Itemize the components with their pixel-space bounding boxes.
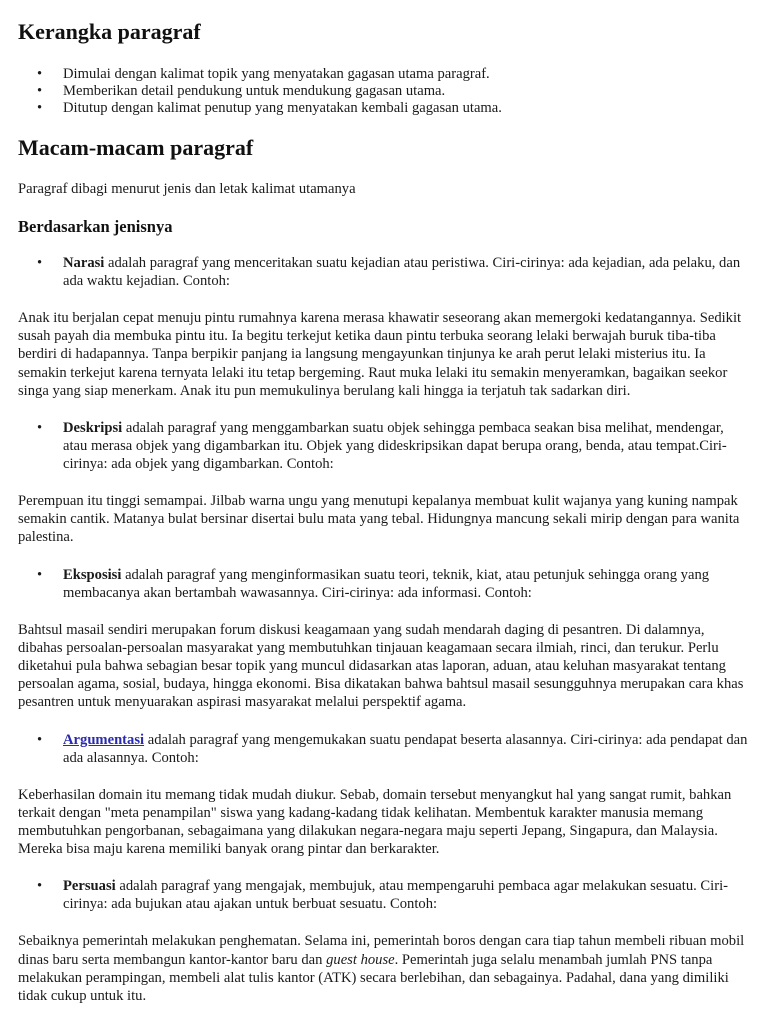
example-narasi: Anak itu berjalan cepat menuju pintu rumahnya karena merasa khawatir seseorang akan memergoki kedatangannya. Sedikit susah payah dia membuka pintu itu. Ia begitu terkejut ketika daun pintu terbuka seorang lelaki berwajah buruk tiba-tiba berdiri di hadapannya. Tanpa berpikir panjang ia langsung mengayunkan tinjunya ke arah perut lelaki misterius itu. Ia semakin terkejut karena ternyata lelaki itu tetap bergeming. Raut muka lelaki itu semakin menyeramkan, bagaikan seekor singa yang siap menerkam. Anak itu pun memukulinya berulang kali hingga ia terjatuh tak sadarkan diri.: [18, 310, 742, 399]
example-eksposisi: Bahtsul masail sendiri merupakan forum diskusi keagamaan yang sudah mendarah daging di pesantren. Di dalamnya, dibahas persoalan-persoalan masyarakat yang membutuhkan tinjauan keagamaan secara ilmiah, rinci, dan terukur. Perlu diketahui pula bahwa sebagian besar topik yang muncul didasarkan atas laporan, aduan, atau keluhan masyarakat tentang persoalan agama, sosial, budaya, hingga ekonomi. Bisa dikatakan bahwa bahtsul masail sesungguhnya merupakan cara khas pesantren untuk menyuarakan aspirasi masyarakat melalui perspektif agama.: [18, 621, 744, 711]
bullet-icon: •: [37, 731, 43, 748]
example-persuasi-text-2: . Pemerintah juga selalu menambah jumlah PNS tanpa melakukan perampingan, membeli alat tulis kantor (ATK) secara berlebihan, dan sebagainya. Padahal, dana yang dimiliki tidak cukup untuk itu.: [18, 951, 729, 1005]
type-list-persuasi: [18, 877, 750, 913]
example-deskripsi: Perempuan itu tinggi semampai. Jilbab warna ungu yang menutupi kepalanya membuat kulit wajanya yang kuning nampak semakin cantik. Matanya bulat bersinar disertai bulu mata yang tebal. Hidungnya mancung sekali mirip dengan para wanita palestina.: [18, 493, 740, 546]
example-persuasi-text-1: Sebaiknya pemerintah melakukan penghematan. Selama ini, pemerintah boros dengan cara tiap tahun membeli ribuan mobil dinas baru serta membangun kantor-kantor baru dan: [18, 933, 745, 968]
heading-macam-macam-paragraf: Macam-macam paragraf: [18, 135, 254, 160]
definition-argumentasi: adalah paragraf yang mengemukakan suatu pendapat beserta alasannya. Ciri-cirinya: ada pendapat dan ada alasannya. Contoh:: [63, 731, 748, 766]
term-persuasi: Persuasi: [63, 878, 116, 895]
type-item-persuasi: [37, 877, 750, 913]
type-item-argumentasi: [37, 731, 750, 767]
type-list-eksposisi: [18, 566, 750, 602]
example-persuasi: [18, 932, 750, 1005]
term-link-argumentasi[interactable]: Argumentasi: [63, 731, 145, 748]
bullet-icon: •: [37, 255, 43, 271]
type-list-narasi: [18, 254, 750, 290]
list-item: [37, 66, 750, 83]
definition-eksposisi: adalah paragraf yang menginformasikan suatu teori, teknik, kiat, atau petunjuk sehingga orang yang membacanya akan bertambah wawasannya. Ciri-cirinya: ada informasi. Contoh:: [63, 566, 710, 601]
list-item-text: Ditutup dengan kalimat penutup yang menyatakan kembali gagasan utama.: [63, 100, 502, 116]
term-narasi: Narasi: [63, 255, 105, 271]
heading-berdasarkan-jenisnya: Berdasarkan jenisnya: [18, 217, 173, 236]
type-item-eksposisi: [37, 566, 750, 602]
definition-deskripsi: adalah paragraf yang menggambarkan suatu objek sehingga pembaca seakan bisa melihat, mendengar, atau merasa objek yang digambarkan itu. Objek yang dideskripsikan dapat berupa orang, benda, atau tempat.Ciri-cirinya: ada objek yang digambarkan. Contoh:: [63, 420, 727, 473]
type-list-deskripsi: [18, 419, 750, 473]
term-eksposisi: Eksposisi: [63, 566, 122, 583]
intro-paragraph: Paragraf dibagi menurut jenis dan letak kalimat utamanya: [18, 181, 356, 197]
heading-kerangka-paragraf: Kerangka paragraf: [18, 19, 201, 44]
list-item-text: Memberikan detail pendukung untuk mendukung gagasan utama.: [63, 83, 446, 99]
bullet-icon: •: [37, 420, 43, 437]
bullet-icon: •: [37, 878, 43, 895]
bullet-icon: •: [37, 100, 43, 116]
type-item-narasi: [37, 254, 750, 290]
list-item: [37, 83, 750, 100]
list-item: [37, 100, 750, 117]
example-argumentasi: Keberhasilan domain itu memang tidak mudah diukur. Sebab, domain tersebut menyangkut hal yang sangat rumit, bahkan terkait dengan "meta penampilan" siswa yang kadang-kadang tidak kelihatan. Membentuk karakter manusia memang membutuhkan pengorbanan, sebagaimana yang dilakukan negara-negara maju seperti Jepang, Singapura, dan Malaysia. Mereka bisa maju karena memiliki banyak orang pintar dan berkarakter.: [18, 786, 732, 858]
bullet-icon: •: [37, 66, 43, 82]
bullet-icon: •: [37, 566, 43, 583]
example-persuasi-italic: guest house: [326, 951, 395, 968]
type-list-argumentasi: [18, 731, 750, 767]
definition-persuasi: adalah paragraf yang mengajak, membujuk, atau mempengaruhi pembaca agar melakukan sesuatu. Ciri-cirinya: ada bujukan atau ajakan untuk berbuat sesuatu. Contoh:: [63, 878, 728, 913]
term-deskripsi: Deskripsi: [63, 420, 123, 437]
definition-narasi: adalah paragraf yang menceritakan suatu kejadian atau peristiwa. Ciri-cirinya: ada kejadian, ada pelaku, dan ada waktu kejadian. Contoh:: [63, 255, 741, 289]
type-item-deskripsi: [37, 419, 750, 473]
list-item-text: Dimulai dengan kalimat topik yang menyatakan gagasan utama paragraf.: [63, 66, 490, 82]
bullet-icon: •: [37, 83, 43, 99]
kerangka-list: [18, 66, 750, 117]
